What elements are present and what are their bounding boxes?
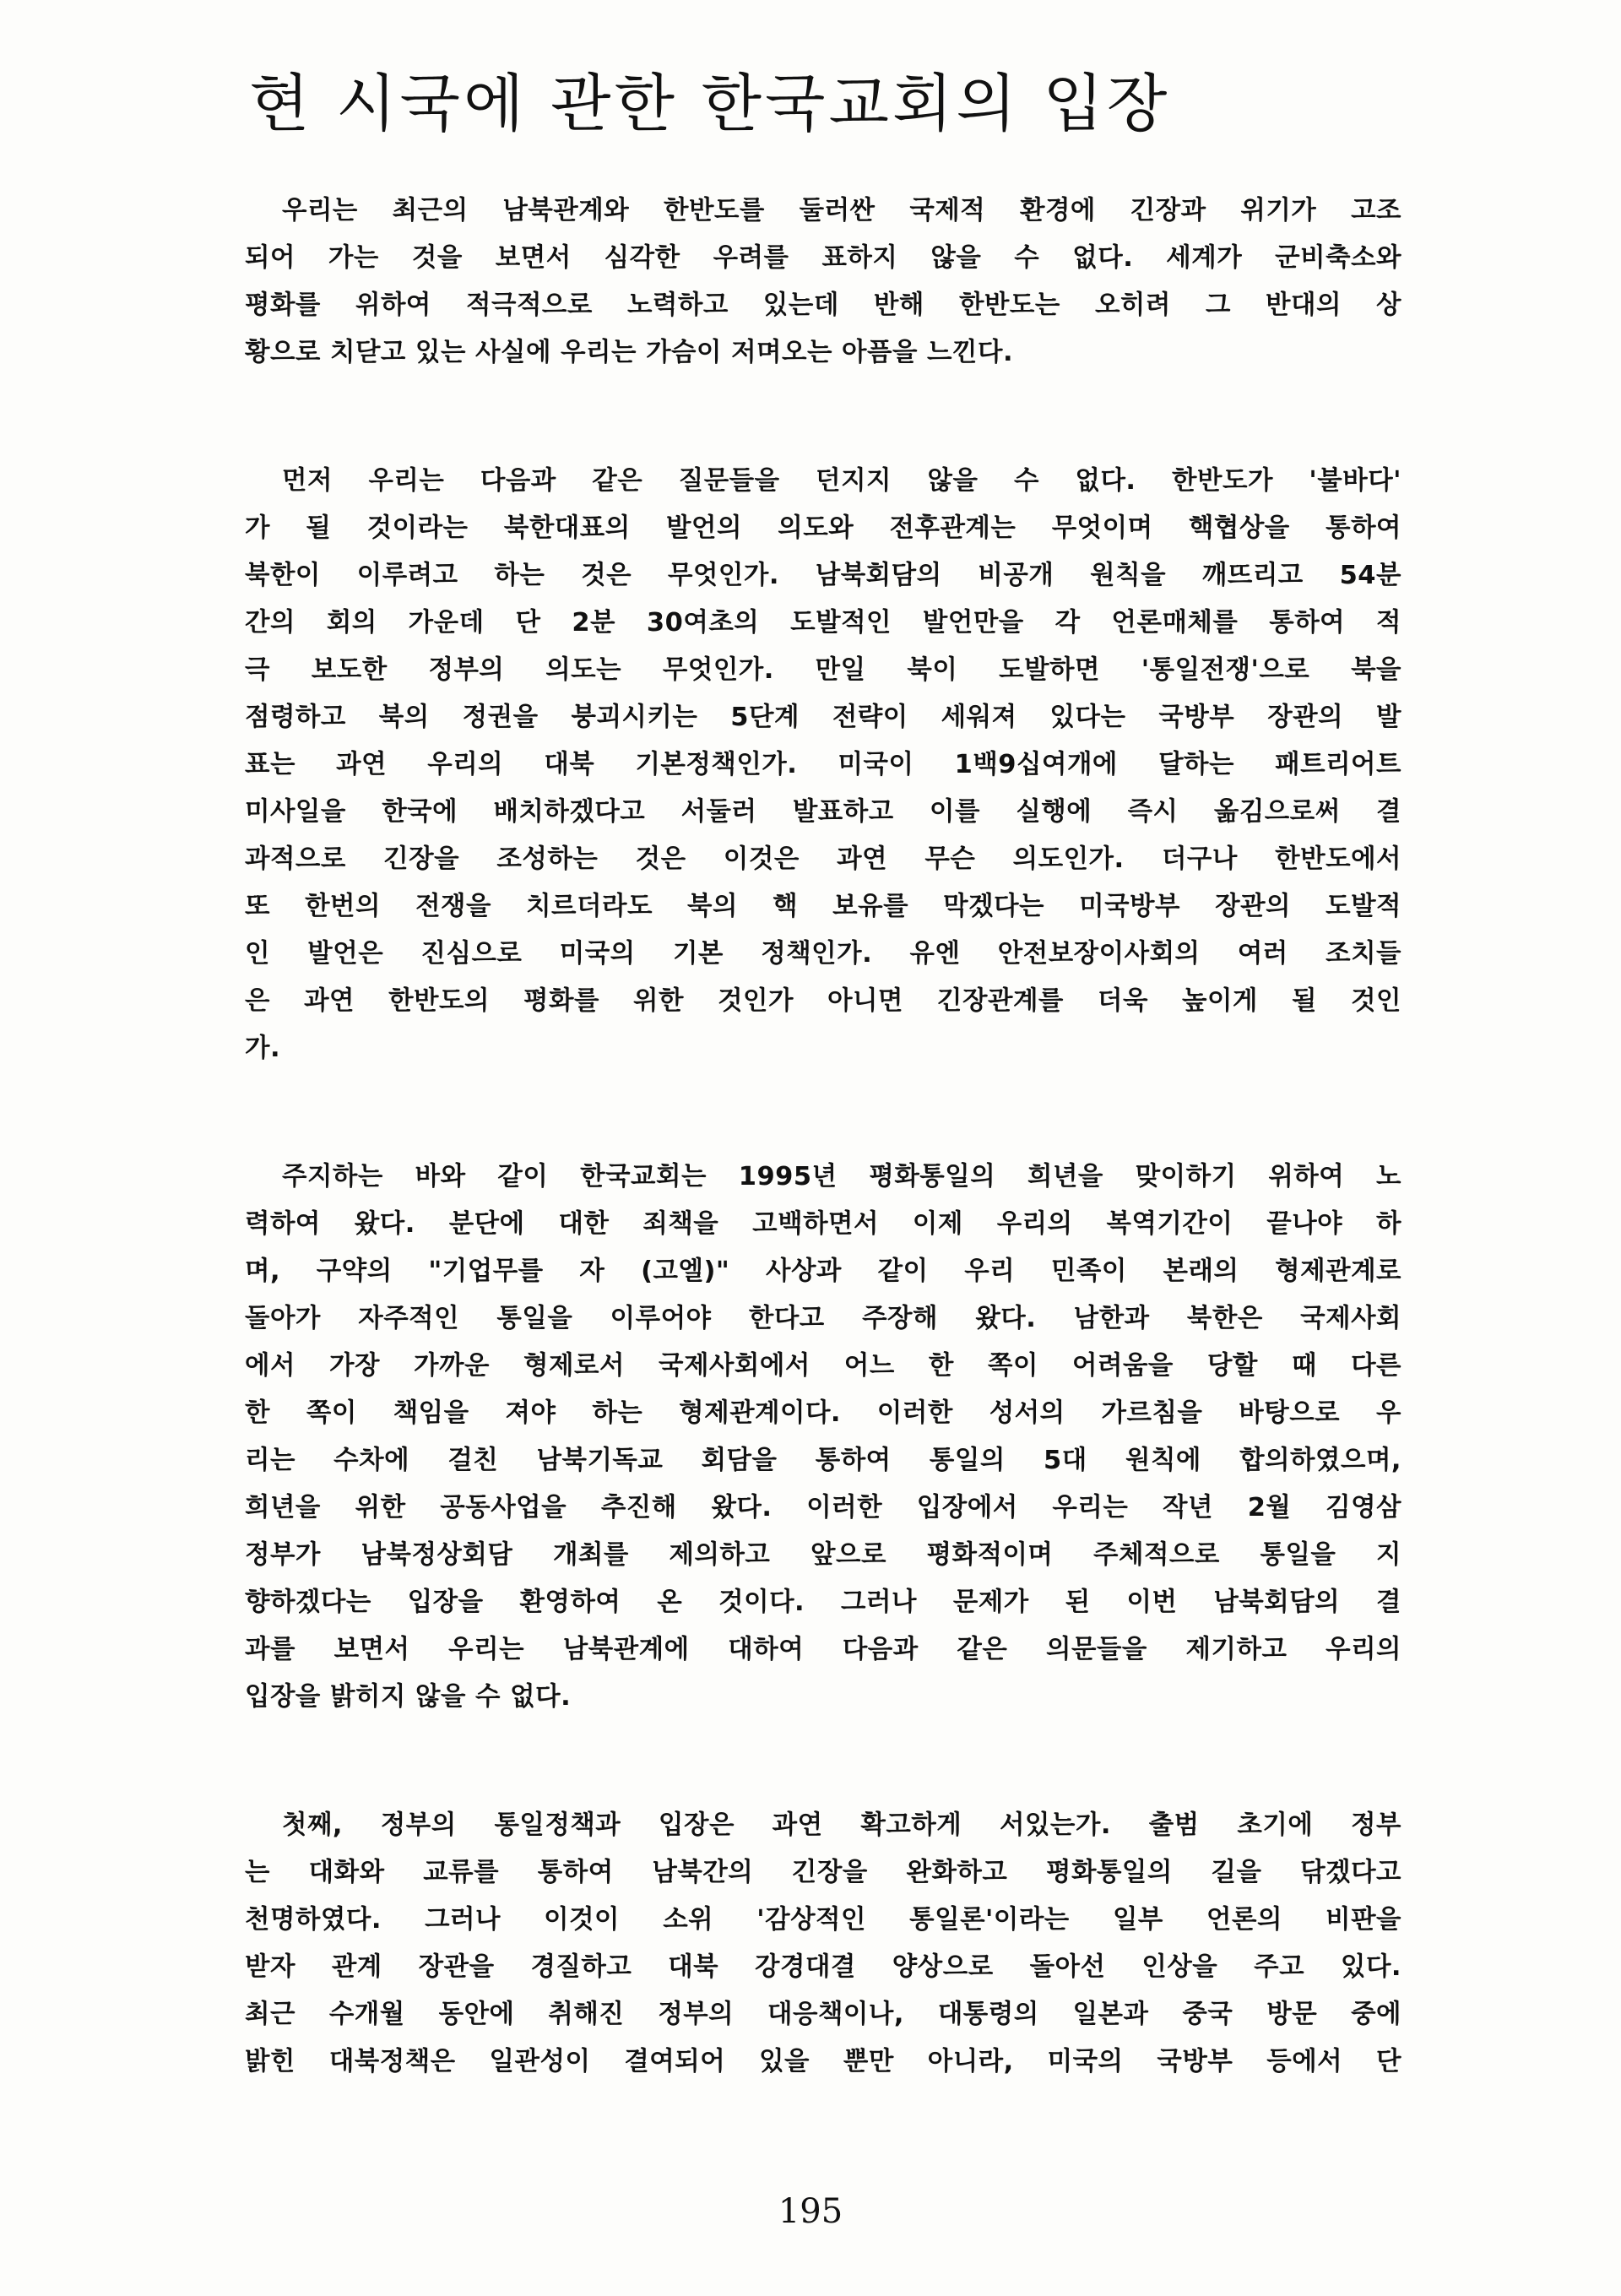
text-line: 밝힌 대북정책은 일관성이 결여되어 있을 뿐만 아니라, 미국의 국방부 등에서 단: [245, 2047, 1401, 2076]
text-line: 리는 수차에 걸친 남북기독교 회담을 통하여 통일의 5대 원칙에 합의하였으며,: [245, 1446, 1401, 1475]
text-line: 표는 과연 우리의 대북 기본정책인가. 미국이 1백9십여개에 달하는 패트리어트: [245, 750, 1401, 779]
text-line: 첫째, 정부의 통일정책과 입장은 과연 확고하게 서있는가. 출범 초기에 정부: [282, 1810, 1401, 1840]
text-line: 가.: [245, 1034, 281, 1063]
paragraph-2: [245, 458, 1401, 1072]
text-line: 받자 관계 장관을 경질하고 대북 강경대결 양상으로 돌아선 인상을 주고 있다.: [245, 1952, 1401, 1982]
text-line: 향하겠다는 입장을 환영하여 온 것이다. 그러나 문제가 된 이번 남북회담의 결: [245, 1588, 1401, 1617]
paragraph-4: [245, 1802, 1401, 2086]
page-number: 195: [778, 2192, 843, 2231]
text-line: 먼저 우리는 다음과 같은 질문들을 던지지 않을 수 없다. 한반도가 '불바다': [282, 466, 1401, 496]
paragraph-1: [245, 187, 1401, 377]
text-line: 에서 가장 가까운 형제로서 국제사회에서 어느 한 쪽이 어려움을 당할 때 다른: [245, 1351, 1401, 1381]
text-line: 인 발언은 진심으로 미국의 기본 정책인가. 유엔 안전보장이사회의 여러 조치들: [245, 939, 1401, 969]
text-line: 간의 회의 가운데 단 2분 30여초의 도발적인 발언만을 각 언론매체를 통하여 적: [245, 608, 1401, 638]
text-line: 황으로 치닫고 있는 사실에 우리는 가슴이 저며오는 아픔을 느낀다.: [245, 338, 1014, 367]
text-line: 입장을 밝히지 않을 수 없다.: [245, 1682, 572, 1712]
paragraph-3: [245, 1153, 1401, 1721]
text-line: 가 될 것이라는 북한대표의 발언의 의도와 전후관계는 무엇이며 핵협상을 통하여: [245, 513, 1401, 543]
text-line: 희년을 위한 공동사업을 추진해 왔다. 이러한 입장에서 우리는 작년 2월 김영삼: [245, 1493, 1401, 1523]
text-line: 력하여 왔다. 분단에 대한 죄책을 고백하면서 이제 우리의 복역기간이 끝나야 하: [245, 1209, 1401, 1239]
body-text: [245, 187, 1401, 2167]
page-title: 현 시국에 관한 한국교회의 입장: [249, 68, 1171, 140]
text-line: 북한이 이루려고 하는 것은 무엇인가. 남북회담의 비공개 원칙을 깨뜨리고 54분: [245, 561, 1401, 590]
text-line: 점령하고 북의 정권을 붕괴시키는 5단계 전략이 세워져 있다는 국방부 장관의 발: [245, 703, 1401, 732]
text-line: 최근 수개월 동안에 취해진 정부의 대응책이나, 대통령의 일본과 중국 방문 중에: [245, 2000, 1401, 2029]
text-line: 은 과연 한반도의 평화를 위한 것인가 아니면 긴장관계를 더욱 높이게 될 것인: [245, 986, 1401, 1016]
text-line: 며, 구약의 "기업무를 자 (고엘)" 사상과 같이 우리 민족이 본래의 형제관계로: [245, 1257, 1401, 1286]
text-line: 돌아가 자주적인 통일을 이루어야 한다고 주장해 왔다. 남한과 북한은 국제사회: [245, 1304, 1401, 1333]
text-line: 극 보도한 정부의 의도는 무엇인가. 만일 북이 도발하면 '통일전쟁'으로 북을: [245, 655, 1401, 685]
text-line: 는 대화와 교류를 통하여 남북간의 긴장을 완화하고 평화통일의 길을 닦겠다고: [245, 1858, 1401, 1887]
text-line: 과를 보면서 우리는 남북관계에 대하여 다음과 같은 의문들을 제기하고 우리의: [245, 1635, 1401, 1664]
text-line: 되어 가는 것을 보면서 심각한 우려를 표하지 않을 수 없다. 세계가 군비축소와: [245, 243, 1401, 273]
text-line: 과적으로 긴장을 조성하는 것은 이것은 과연 무슨 의도인가. 더구나 한반도에서: [245, 844, 1401, 874]
text-line: 우리는 최근의 남북관계와 한반도를 둘러싼 국제적 환경에 긴장과 위기가 고조: [282, 196, 1401, 225]
text-line: 미사일을 한국에 배치하겠다고 서둘러 발표하고 이를 실행에 즉시 옮김으로써 결: [245, 797, 1401, 827]
text-line: 정부가 남북정상회담 개최를 제의하고 앞으로 평화적이며 주체적으로 통일을 지: [245, 1540, 1401, 1570]
text-line: 한 쪽이 책임을 져야 하는 형제관계이다. 이러한 성서의 가르침을 바탕으로 우: [245, 1398, 1401, 1428]
text-line: 또 한번의 전쟁을 치르더라도 북의 핵 보유를 막겠다는 미국방부 장관의 도발적: [245, 892, 1401, 921]
text-line: 주지하는 바와 같이 한국교회는 1995년 평화통일의 희년을 맞이하기 위하여 노: [282, 1162, 1401, 1191]
text-line: 천명하였다. 그러나 이것이 소위 '감상적인 통일론'이라는 일부 언론의 비판을: [245, 1905, 1401, 1935]
text-line: 평화를 위하여 적극적으로 노력하고 있는데 반해 한반도는 오히려 그 반대의 상: [245, 290, 1401, 320]
